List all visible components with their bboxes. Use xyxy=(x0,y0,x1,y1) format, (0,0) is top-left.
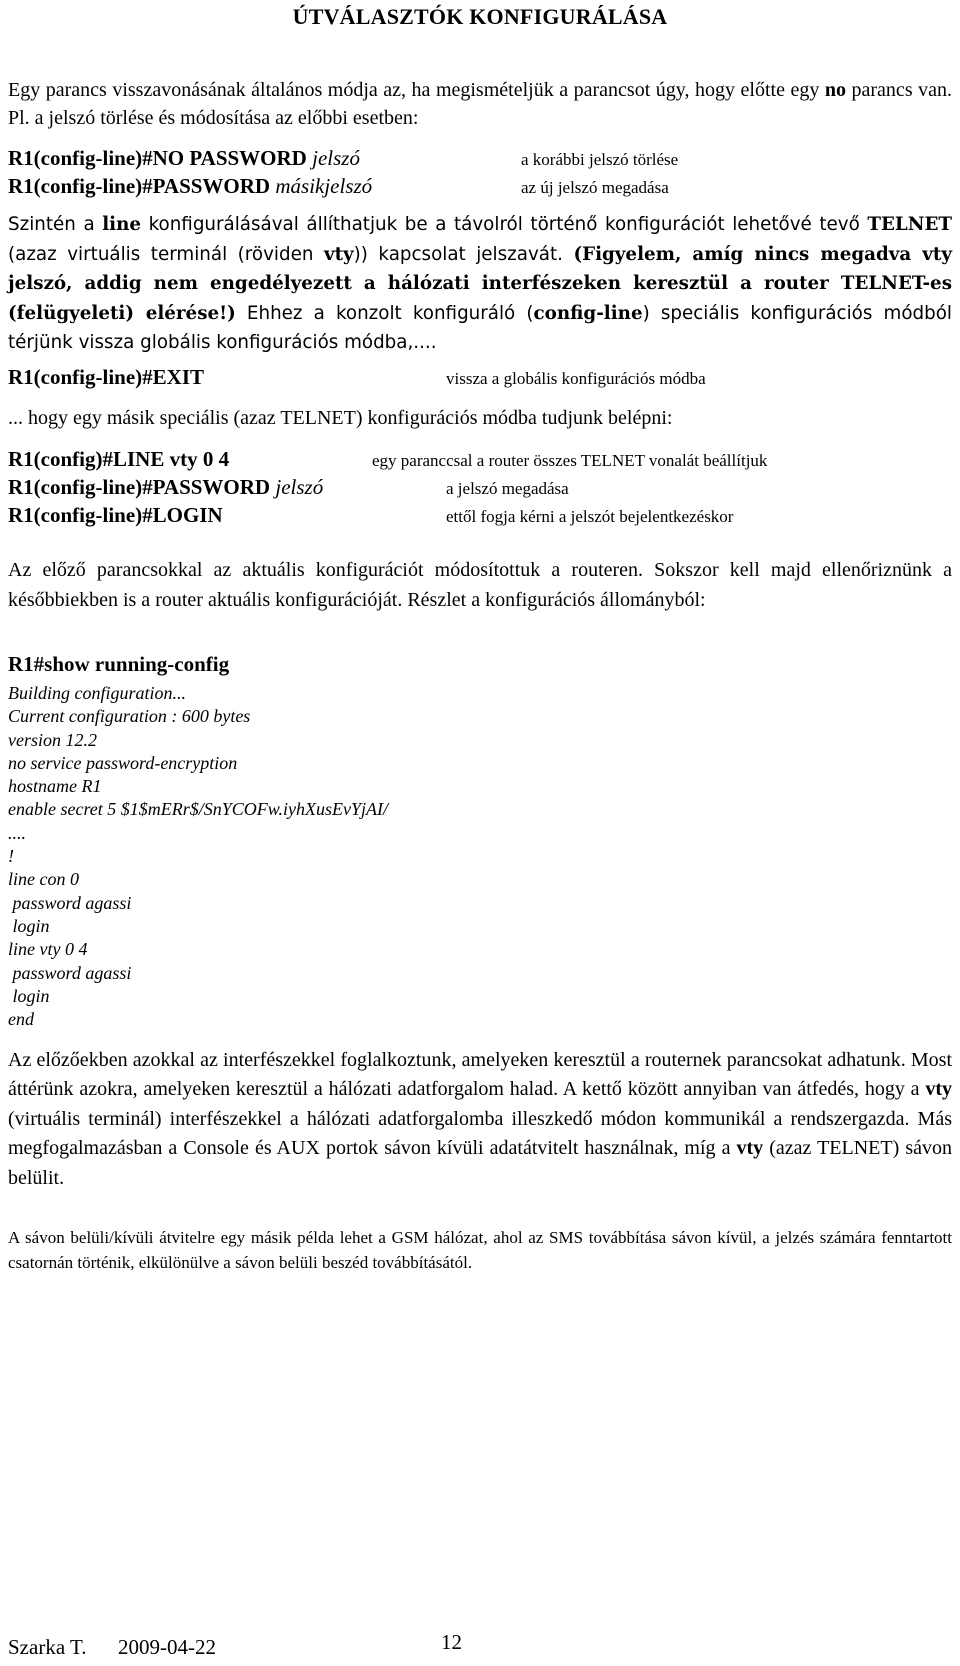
config-line: login xyxy=(8,985,50,1006)
config-line: .... xyxy=(8,822,26,843)
telnet-paragraph: ... hogy egy másik speciális (azaz TELNET) konfigurációs módba tudjunk belépni: xyxy=(8,407,673,429)
command-login: R1(config-line)#LOGIN xyxy=(8,503,223,527)
intro-text-2: parancs van. Pl. a jelszó törlése és módosítása az előbbi esetben: xyxy=(8,79,952,129)
command-exit: R1(config-line)#EXIT xyxy=(8,365,204,389)
command-login-note: ettől fogja kérni a jelszót bejelentkezéskor xyxy=(446,507,734,526)
line-para-bold-telnet: TELNET xyxy=(867,214,952,235)
footer-author: Szarka T. xyxy=(8,1635,87,1659)
config-line: hostname R1 xyxy=(8,776,102,797)
config-line: line vty 0 4 xyxy=(8,939,88,960)
command-argument: jelszó xyxy=(312,146,360,170)
footer-date: 2009-04-22 xyxy=(118,1635,216,1659)
line-para-text-4: )) kapcsolat jelszavát. xyxy=(353,243,574,265)
config-line: login xyxy=(8,915,50,936)
line-para-warning: (Figyelem, amíg nincs megadva vty jelszó, addig nem engedélyezett a hálózati interfészeken keresztül a router TELNET-es (felügyeleti) elérése!) xyxy=(8,243,952,324)
command-code: R1(config-line)#PASSWORD xyxy=(8,475,276,499)
page-title: ÚTVÁLASZTÓK KONFIGURÁLÁSA xyxy=(292,4,668,29)
interfaces-paragraph xyxy=(8,1046,952,1193)
interfaces-text-1: Az előzőekben azokkal az interfészekkel foglalkoztunk, amelyeken keresztül a routernek parancsokat adhatunk. Most áttérünk azokra, amelyeken keresztül a hálózati adatforgalom halad. A kettő között annyiban van átfedés, hogy a xyxy=(8,1049,952,1101)
config-line: version 12.2 xyxy=(8,729,97,750)
config-line: no service password-encryption xyxy=(8,752,238,773)
command-password-note: a jelszó megadása xyxy=(446,479,569,498)
footnote-paragraph: A sávon belüli/kívüli átvitelre egy másik példa lehet a GSM hálózat, ahol az SMS továbbítása sávon kívül, a jelzés számára fenntartott csatornán történik, elkülönülve a sávon belüli beszéd továbbításától. xyxy=(8,1228,952,1272)
line-para-bold-vty: vty xyxy=(323,243,354,265)
command-password-new xyxy=(8,174,372,199)
show-running-config-command: R1#show running-config xyxy=(8,652,230,676)
command-line-vty-note: egy paranccsal a router összes TELNET vonalát beállítjuk xyxy=(372,451,768,470)
command-no-password xyxy=(8,146,360,171)
line-para-bold-config-line: config-line xyxy=(533,302,643,324)
line-para-text-1: Szintén a xyxy=(8,214,103,235)
line-configuration-paragraph xyxy=(8,210,952,358)
running-config-listing xyxy=(8,682,388,1031)
line-para-text-3: (azaz virtuális terminál (röviden xyxy=(8,243,324,265)
line-para-bold-line: line xyxy=(102,214,142,235)
command-exit-note: vissza a globális konfigurációs módba xyxy=(446,369,706,388)
line-para-text-2: konfigurálásával állíthatjuk be a távolról történő konfigurációt lehetővé tevő xyxy=(141,214,868,235)
config-line: Building configuration... xyxy=(8,683,186,703)
command-password xyxy=(8,475,323,500)
interfaces-text-2: (virtuális terminál) interfészekkel a hálózati adatforgalomba illeszkedő módon kommunikál a rendszergazda. Más megfogalmazásban a Console és AUX portok sávon kívüli adatátvitelt használnak, míg a xyxy=(8,1107,952,1160)
intro-paragraph xyxy=(8,76,952,132)
interfaces-bold-vty-1: vty xyxy=(925,1078,952,1101)
config-line: Current configuration : 600 bytes xyxy=(8,706,251,727)
config-line: end xyxy=(8,1009,34,1030)
command-code: R1(config-line)#PASSWORD xyxy=(8,174,276,198)
command-password-new-note: az új jelszó megadása xyxy=(521,178,669,197)
line-para-text-5: Ehhez a konzolt konfiguráló ( xyxy=(235,302,534,324)
intro-text-1: Egy parancs visszavonásának általános módja az, ha megismételjük a parancsot úgy, hogy előtte egy xyxy=(8,79,825,101)
command-argument: másikjelszó xyxy=(275,174,373,198)
config-line: password agassi xyxy=(8,892,132,913)
config-line: password agassi xyxy=(8,962,132,983)
config-line: enable secret 5 $1$mERr$/SnYCOFw.iyhXusEvYjAI/ xyxy=(8,799,388,820)
summary-paragraph: Az előző parancsokkal az aktuális konfigurációt módosítottuk a routeren. Sokszor kell majd ellenőriznünk a későbbiekben is a router aktuális konfigurációját. Részlet a konfigurációs állományból: xyxy=(8,559,952,611)
line-para-text-6: ) speciális konfigurációs módból térjünk vissza globális konfigurációs módba,.... xyxy=(8,302,952,353)
command-no-password-note: a korábbi jelszó törlése xyxy=(521,150,679,169)
command-argument: jelszó xyxy=(275,475,324,499)
config-line: ! xyxy=(8,846,14,867)
interfaces-text-3: (azaz TELNET) sávon belülit. xyxy=(8,1137,952,1189)
config-line: line con 0 xyxy=(8,869,79,890)
command-code: R1(config-line)#NO PASSWORD xyxy=(8,146,313,170)
intro-bold-no: no xyxy=(824,79,846,101)
page-number: 12 xyxy=(441,1630,462,1654)
command-line-vty: R1(config)#LINE vty 0 4 xyxy=(8,447,230,471)
interfaces-bold-vty-2: vty xyxy=(736,1137,764,1160)
